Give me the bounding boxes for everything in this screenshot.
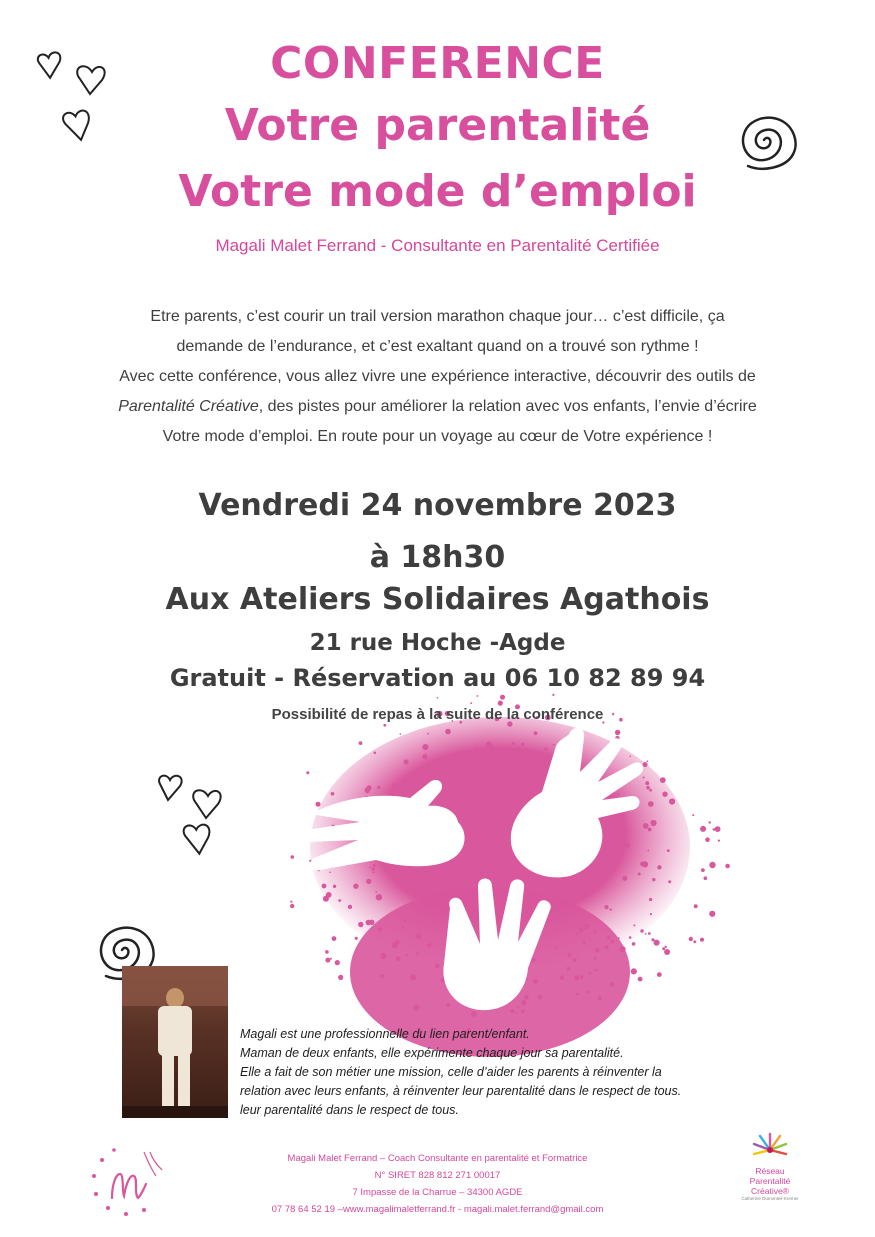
splash-dot: [372, 867, 375, 870]
splash-dot: [633, 924, 635, 926]
speaker-subtitle: Magali Malet Ferrand - Consultante en Parentalité Certifiée: [215, 236, 660, 255]
splash-dot: [291, 855, 295, 859]
event-meal-note: Possibilité de repas à la suite de la conférence: [271, 706, 604, 723]
splash-dot: [541, 765, 543, 767]
splash-dot: [649, 789, 652, 792]
splash-dot: [650, 820, 656, 826]
splash-dot: [618, 793, 620, 795]
splash-dot: [405, 954, 407, 956]
splash-dot: [552, 694, 554, 696]
splash-dot: [402, 926, 404, 928]
splash-dot: [374, 752, 377, 755]
splash-dot: [701, 868, 705, 872]
splash-dot: [404, 759, 409, 764]
footer-line: 07 78 64 52 19 –www.magalimaletferrand.fr - magali.malet.ferrand@gmail.com: [271, 1204, 604, 1215]
splash-dot: [622, 876, 627, 881]
splash-dot: [380, 974, 384, 978]
splash-dot: [322, 884, 327, 889]
splash-dot: [607, 936, 611, 940]
footer-line: Magali Malet Ferrand – Coach Consultante en parentalité et Formatrice: [287, 1153, 588, 1164]
event-venue: Aux Ateliers Solidaires Agathois: [165, 582, 710, 617]
splash-dot: [584, 924, 589, 929]
splash-dot: [705, 837, 710, 842]
splash-dot: [353, 884, 358, 889]
splash-dot: [422, 744, 428, 750]
splash-dot: [567, 953, 571, 957]
splash-dot: [640, 929, 643, 932]
intro-line: Etre parents, c’est courir un trail version marathon chaque jour… c’est difficile, ça: [150, 308, 725, 325]
splash-dot: [355, 937, 358, 940]
splash-dot: [480, 763, 484, 767]
splash-dot: [650, 913, 652, 915]
bio-line: relation avec leurs enfants, à réinventer leur parentalité dans le respect de tous.: [240, 1084, 682, 1098]
splash-dot: [373, 864, 376, 867]
splash-dot: [332, 936, 337, 941]
splash-dot: [372, 871, 374, 873]
splash-dot: [553, 744, 555, 746]
splash-dot: [326, 892, 332, 898]
splash-dot: [410, 974, 416, 980]
splash-dot: [689, 937, 693, 941]
splash-dot: [428, 761, 430, 763]
splash-dot: [378, 927, 382, 931]
reseau-author: Catherine Dumonteil-Kremer: [741, 1196, 799, 1201]
splash-dot: [413, 1004, 419, 1010]
intro-line-rest: , des pistes pour améliorer la relation avec vos enfants, l’envie d’écrire: [258, 398, 757, 415]
splash-dot: [590, 940, 592, 942]
splash-dot: [665, 946, 667, 948]
splash-dot: [521, 1000, 527, 1006]
splash-dot: [700, 826, 706, 832]
splash-dot: [616, 841, 620, 845]
splash-dot: [521, 1009, 525, 1013]
splash-dot: [573, 958, 577, 962]
splash-dot: [662, 947, 665, 950]
splash-dot: [692, 814, 694, 816]
splash-dot: [508, 753, 511, 756]
speaker-photo: [122, 966, 228, 1118]
splash-dot: [449, 765, 455, 771]
splash-dot: [594, 931, 596, 933]
splash-dot: [369, 867, 371, 869]
splash-dot: [580, 975, 584, 979]
splash-dot: [330, 958, 332, 960]
splash-dot: [358, 922, 363, 927]
splash-dot: [657, 972, 662, 977]
splash-dot: [476, 695, 478, 697]
splash-dot: [510, 1009, 515, 1014]
bio-line: leur parentalité dans le respect de tous.: [240, 1103, 459, 1117]
splash-dot: [630, 756, 632, 758]
footer-line: 7 Impasse de la Charrue – 34300 AGDE: [352, 1187, 523, 1198]
splash-dot: [416, 952, 419, 955]
splash-dot: [609, 908, 611, 910]
splash-dot: [648, 932, 651, 935]
splash-dot: [578, 927, 583, 932]
splash-dot: [638, 977, 643, 982]
splash-dot: [446, 1003, 450, 1007]
splash-dot: [576, 993, 579, 996]
hearts-middle-left-icon: [150, 770, 230, 870]
splash-dot: [517, 1006, 519, 1008]
splash-dot: [594, 969, 597, 972]
splash-dot: [380, 953, 386, 959]
splash-dot: [700, 938, 704, 942]
splash-dot: [403, 794, 405, 796]
splash-dot: [586, 990, 589, 993]
bio-line: Maman de deux enfants, elle expérimente chaque jour sa parentalité.: [240, 1046, 624, 1060]
intro-line: [55, 392, 820, 422]
bio-line: Elle a fait de son métier une mission, celle d’aider les parents à réinventer la: [240, 1065, 662, 1079]
splash-dot: [589, 972, 592, 975]
splash-dot: [487, 744, 493, 750]
splash-dot: [621, 860, 623, 862]
splash-dot: [605, 945, 609, 949]
splash-dot: [648, 828, 652, 832]
splash-dot: [359, 741, 363, 745]
splash-dot: [534, 731, 538, 735]
splash-dot: [560, 976, 564, 980]
splash-dot: [624, 843, 630, 849]
splash-dot: [645, 933, 647, 935]
title-votre-parentalite: Votre parentalité: [224, 100, 651, 151]
splash-dot: [609, 982, 614, 987]
splash-dot: [718, 840, 720, 842]
splash-dot: [638, 873, 641, 876]
splash-dot: [667, 849, 670, 852]
intro-line: demande de l’endurance, et c’est exaltant quand on a trouvé son rythme !: [176, 338, 699, 355]
splash-dot: [694, 904, 698, 908]
splash-dot: [715, 826, 721, 832]
title-mode-emploi: Votre mode d’emploi: [178, 166, 697, 217]
splash-dot: [421, 778, 424, 781]
splash-dot: [662, 792, 667, 797]
splash-dot: [598, 996, 602, 1000]
splash-dot: [366, 879, 371, 884]
splash-dot: [516, 1012, 518, 1014]
splash-dot: [333, 885, 336, 888]
splash-dot: [713, 828, 716, 831]
footer-line: N° SIRET 828 812 271 00017: [374, 1170, 501, 1181]
intro-line: Avec cette conférence, vous allez vivre une expérience interactive, découvrir des outils de: [119, 368, 756, 385]
splash-dot: [498, 701, 503, 706]
splash-dot: [652, 878, 655, 881]
splash-dot: [594, 957, 597, 960]
splash-dot: [458, 751, 462, 755]
splash-dot: [338, 899, 341, 902]
event-date: Vendredi 24 novembre 2023: [198, 488, 677, 523]
splash-dot: [375, 891, 377, 893]
splash-dot: [595, 948, 600, 953]
event-address: 21 rue Hoche -Agde: [309, 630, 566, 656]
splash-dot: [406, 792, 410, 796]
splash-dot: [427, 943, 432, 948]
splash-dot: [668, 880, 671, 883]
intro-line: Votre mode d’emploi. En route pour un voyage au cœur de Votre expérience !: [162, 428, 713, 445]
splash-dot: [660, 777, 666, 783]
splash-dot: [693, 940, 696, 943]
splash-dot: [629, 936, 632, 939]
splash-dot: [395, 940, 400, 945]
splash-dot: [471, 1011, 477, 1017]
splash-dot: [611, 939, 615, 943]
splash-dot: [504, 765, 508, 769]
splash-dot: [704, 876, 708, 880]
reseau-logo: [735, 1130, 805, 1201]
splash-dot: [325, 950, 329, 954]
intro-paragraph: [55, 302, 820, 452]
splash-dot: [502, 768, 505, 771]
splash-dot: [615, 730, 620, 735]
reseau-line: Créative®: [751, 1186, 789, 1196]
splash-dot: [576, 933, 579, 936]
splash-dot: [556, 947, 558, 949]
splash-dot: [604, 905, 608, 909]
splash-dot: [338, 975, 343, 980]
splash-dot: [631, 968, 637, 974]
splash-dot: [544, 747, 547, 750]
splash-dot: [331, 792, 335, 796]
splash-dot: [366, 920, 372, 926]
speaker-bio: [240, 1025, 760, 1120]
splash-dot: [383, 724, 386, 727]
splash-dot: [512, 742, 515, 745]
splash-dot: [709, 821, 711, 823]
splash-dot: [466, 773, 469, 776]
splash-dot: [396, 956, 401, 961]
splash-dot: [709, 911, 715, 917]
splash-dot: [642, 861, 648, 867]
splash-dot: [643, 823, 649, 829]
splash-dot: [669, 798, 675, 804]
splash-dot: [437, 697, 439, 699]
splash-dot: [376, 894, 382, 900]
splash-dot: [643, 762, 648, 767]
bio-line: Magali est une professionnelle du lien parent/enfant.: [240, 1027, 530, 1041]
splash-dot: [645, 781, 649, 785]
splash-dot: [416, 934, 422, 940]
splash-dot: [306, 771, 309, 774]
reseau-line: Parentalité: [749, 1176, 791, 1186]
splash-dot: [400, 733, 402, 735]
splash-dot: [524, 995, 529, 1000]
splash-dot: [647, 760, 649, 762]
splash-dot: [365, 788, 371, 794]
splash-dot: [445, 729, 451, 735]
splash-dot: [643, 777, 645, 779]
splash-dot: [618, 937, 620, 939]
splash-dot: [647, 850, 649, 852]
splash-dot: [657, 865, 661, 869]
splash-dot: [531, 749, 536, 754]
splash-dot: [348, 905, 352, 909]
splash-dot: [423, 773, 428, 778]
title-conference: CONFERENCE: [270, 38, 605, 89]
splash-dot: [613, 833, 616, 836]
event-time: à 18h30: [369, 540, 506, 575]
splash-dot: [500, 695, 505, 700]
splash-dot: [427, 733, 429, 735]
splash-dot: [646, 786, 650, 790]
splash-dot: [470, 702, 472, 704]
splash-dot: [404, 920, 406, 922]
splash-dot: [648, 801, 654, 807]
splash-dot: [316, 802, 321, 807]
splash-dot: [325, 958, 330, 963]
splash-dot: [709, 862, 715, 868]
intro-italic-term: Parentalité Créative: [118, 398, 259, 415]
splash-dot: [533, 979, 538, 984]
splash-dot: [377, 786, 380, 789]
flower-icon: [750, 1130, 790, 1162]
splash-dot: [649, 898, 652, 901]
splash-dot: [725, 864, 730, 869]
event-booking: Gratuit - Réservation au 06 10 82 89 94: [169, 664, 706, 692]
splash-dot: [537, 995, 542, 1000]
splash-dot: [567, 967, 571, 971]
splash-dot: [329, 872, 331, 874]
splash-dot: [435, 963, 440, 968]
splash-dot: [392, 783, 396, 787]
splash-dot: [475, 746, 477, 748]
splash-dot: [632, 942, 636, 946]
splash-dot: [290, 904, 294, 908]
splash-dot: [290, 901, 292, 903]
reseau-line: Réseau: [755, 1166, 785, 1176]
splash-dot: [619, 946, 625, 952]
splash-dot: [574, 975, 579, 980]
splash-dot: [335, 960, 340, 965]
splash-dot: [521, 743, 524, 746]
splash-dot: [422, 754, 427, 759]
splash-dot: [664, 949, 670, 955]
splash-dot: [583, 941, 586, 944]
splash-dot: [654, 940, 660, 946]
